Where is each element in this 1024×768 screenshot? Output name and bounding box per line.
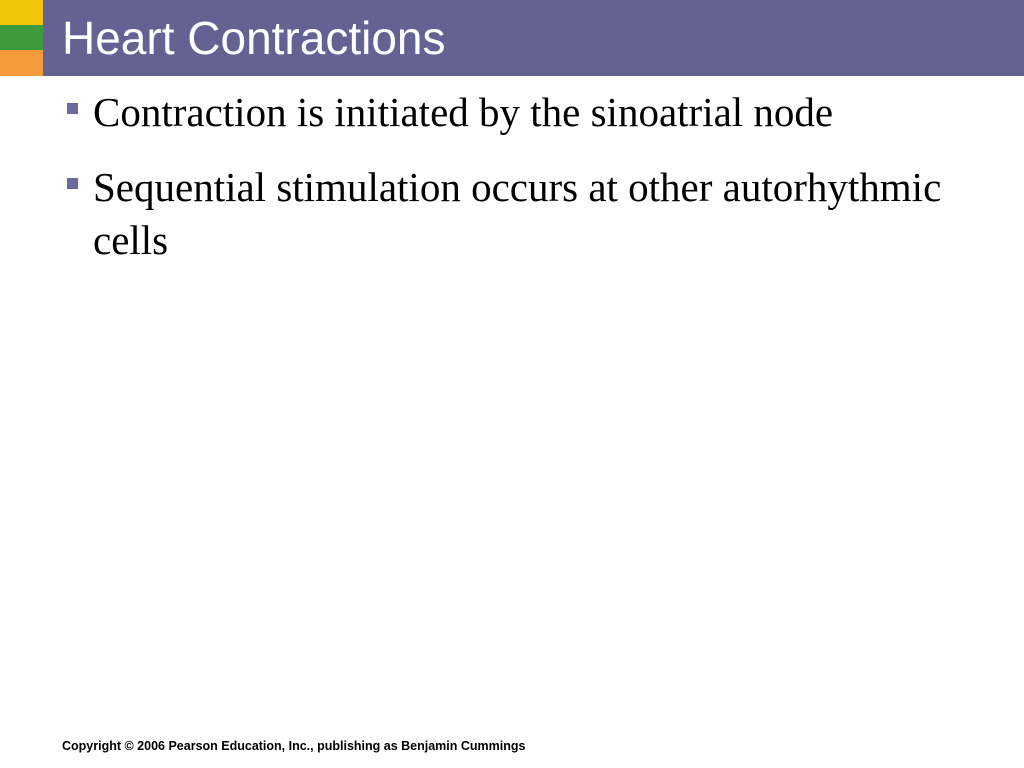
- slide-title: Heart Contractions: [62, 12, 446, 64]
- square-bullet-icon: [67, 103, 78, 114]
- corner-accent-yellow: [0, 0, 43, 25]
- corner-accent-orange: [0, 50, 43, 76]
- bullet-item: [64, 161, 964, 267]
- bullet-item: [64, 86, 964, 139]
- bullet-text: Contraction is initiated by the sinoatrial node: [93, 89, 834, 135]
- footer-copyright: Copyright © 2006 Pearson Education, Inc., publishing as Benjamin Cummings: [62, 739, 526, 753]
- square-bullet-icon: [67, 178, 78, 189]
- corner-accent-green: [0, 25, 43, 50]
- bullet-list: [64, 86, 964, 289]
- bullet-text: Sequential stimulation occurs at other autorhythmic cells: [93, 164, 942, 263]
